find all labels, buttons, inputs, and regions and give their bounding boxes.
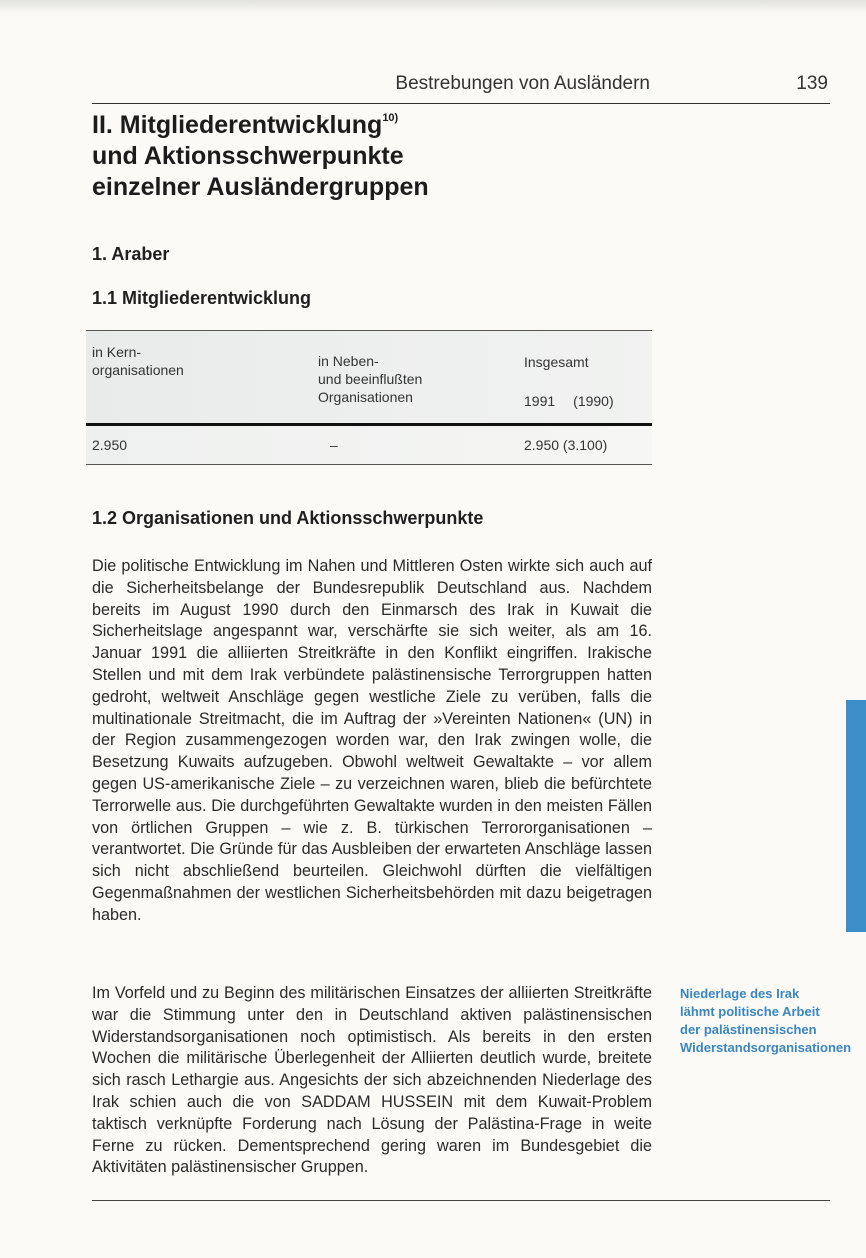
page-number: 139 xyxy=(796,73,828,94)
section-title: 1. Araber xyxy=(92,244,170,264)
table-header-core-orgs: in Kern- organisationen xyxy=(92,344,184,378)
table-header-affiliated-orgs: in Neben- und beeinflußten Organisationen xyxy=(318,353,423,405)
margin-note: Niederlage des Irak lähmt politische Arbeit der palästinensischen Widerstandsorganisationen xyxy=(680,986,852,1055)
table-header-total: Insgesamt xyxy=(524,354,589,370)
running-header xyxy=(92,73,830,104)
footnote-reference[interactable]: 10) xyxy=(382,112,399,124)
table-header-years xyxy=(524,393,614,409)
cell-core-orgs: 2.950 xyxy=(92,437,128,453)
chapter-title-line2: und Aktionsschwerpunkte xyxy=(92,142,404,170)
subsection-title-membership: 1.1 Mitgliederentwicklung xyxy=(92,288,312,308)
table-row xyxy=(86,426,652,465)
chapter-title xyxy=(92,110,652,203)
body-paragraph: Im Vorfeld und zu Beginn des militärischen Einsatzes der alliierten Streitkräfte war die Stimmung unter den in Deutschland aktiven palästinensischen Widerstandsorganisationen noch optimistisch. Als bereits in den ersten Wochen die militärische Überlegenheit der Alliierten deutlich wurde, breitete sich rasch Lethargie aus. Angesichts der sich abzeichnenden Niederlage des Irak schien auch die von SADDAM HUSSEIN mit dem Kuwait-Problem taktisch verknüpfte Forderung nach Lösung der Palästina-Frage in weite Ferne zu rücken. Dementsprechend gering waren im Bundesgebiet die Aktivitäten palästinensischer Gruppen. xyxy=(92,984,652,1177)
body-paragraph: Die politische Entwicklung im Nahen und Mittleren Osten wirkte sich auch auf die Sicherheitsbelange der Bundesrepublik Deutschland aus. Nachdem bereits im August 1990 durch den Einmarsch des Irak in Kuwait die Sicherheitslage angespannt war, verschärfte sie sich weiter, als am 16. Januar 1991 die alliierten Streitkräfte in den Konflikt eingriffen. Irakische Stellen und mit dem Irak verbündete palästinensische Terrorgruppen hatten gedroht, weltweit Anschläge gegen westliche Ziele zu verüben, falls die multinationale Streitmacht, die im Auftrag der »Vereinten Nationen« (UN) in der Region zusammengezogen worden war, den Irak zwingen wolle, die Besetzung Kuwaits aufzugeben. Obwohl weltweit Gewaltakte – vor allem gegen US-amerikanische Ziele – zu verzeichnen waren, blieb die befürchtete Terrorwelle aus. Die durchgeführten Gewaltakte wurden in den meisten Fällen von örtlichen Gruppen – wie z. B. türkischen Terrororganisationen – verantwortet. Die Gründe für das Ausbleiben der erwarteten Anschläge lassen sich nicht abschließend beurteilen. Gleichwohl dürften die vielfältigen Gegenmaßnahmen der westlichen Sicherheitsbehörden mit dazu beigetragen haben. xyxy=(92,557,652,924)
subsection-title-organisations: 1.2 Organisationen und Aktionsschwerpunkte xyxy=(92,508,484,528)
cell-affiliated-orgs: – xyxy=(330,437,338,453)
bottom-rule xyxy=(92,1200,830,1201)
chapter-title-line3: einzelner Ausländergruppen xyxy=(92,173,429,201)
running-title: Bestrebungen von Ausländern xyxy=(395,73,650,94)
page-top-shade xyxy=(0,0,866,14)
chapter-thumb-tab xyxy=(846,700,866,932)
table-year-previous: (1990) xyxy=(573,393,614,409)
cell-total: 2.950 (3.100) xyxy=(524,437,608,453)
table-header xyxy=(86,330,652,423)
membership-table xyxy=(86,330,652,465)
table-year-current: 1991 xyxy=(524,393,556,409)
chapter-title-line1: II. Mitgliederentwicklung xyxy=(92,111,383,139)
